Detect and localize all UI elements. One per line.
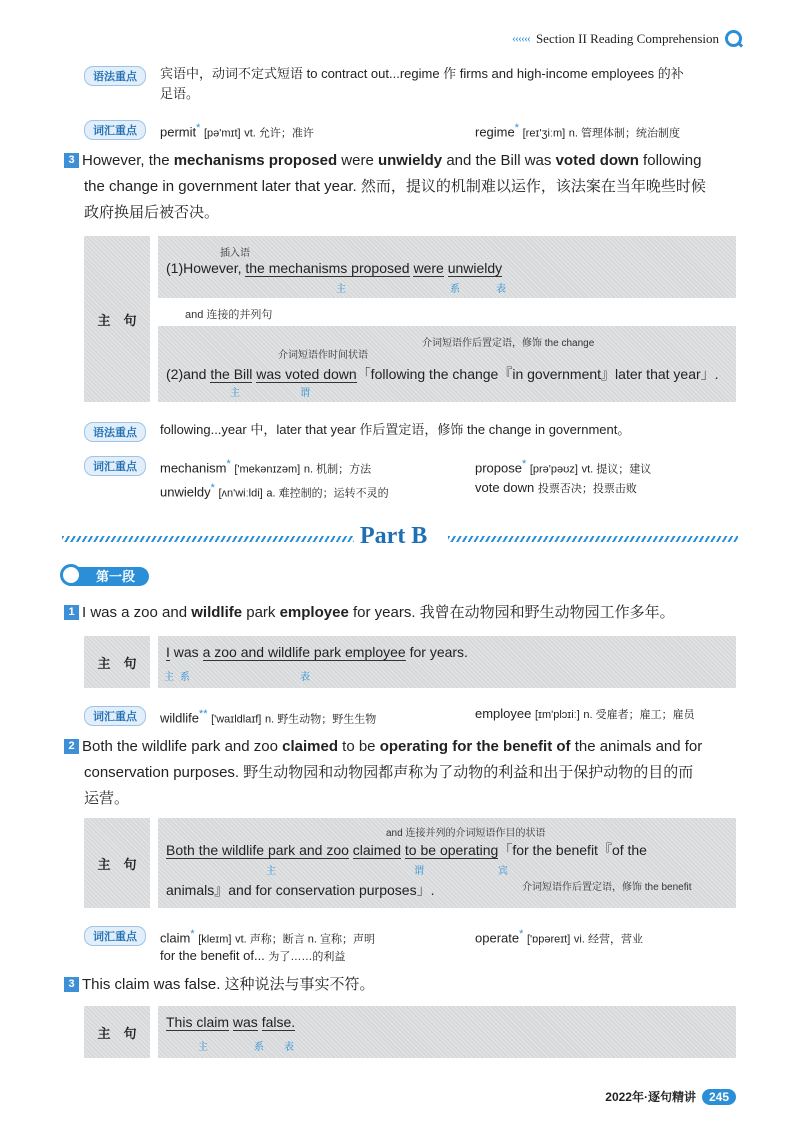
vocab-vote-down: vote down 投票否决；投票击败 (475, 480, 637, 495)
role-predicate: 谓 (300, 388, 310, 399)
role-linking: 系 (450, 284, 460, 295)
grammar-tag: 语法重点 (84, 422, 146, 442)
grammar-note: 宾语中，动词不定式短语 to contract out...regime 作 firms and high-income employees 的补 足语。 (160, 66, 684, 101)
analysis-b1 (158, 636, 736, 688)
sentence-b1: 1 I was a zoo and wildlife park employee for years. 我曾在动物园和野生动物园工作多年。 (64, 600, 754, 626)
vocab-for-the-benefit-of: for the benefit of... 为了……的利益 (160, 948, 346, 963)
vocab-regime: regime* [reɪ'ʒiːm] n. 管理体制；统治制度 (475, 122, 681, 140)
role-linking: 系 (180, 672, 190, 683)
vocab-claim: claim* [kleɪm] vt. 声称；断言 n. 宣称；声明 (160, 928, 376, 946)
sentence-b2: 2 Both the wildlife park and zoo claimed to be operating for the benefit of the animals and for conservation purposes. 野生动物园和动物园都声称为了动物的利益和出于保护动物的目的而 运营。 (64, 734, 754, 812)
sentence-number: 3 (64, 977, 79, 992)
vocab-tag: 词汇重点 (84, 456, 146, 476)
footer-title: 2022年·逐句精讲 (605, 1090, 696, 1104)
role-linking: 系 (254, 1042, 264, 1053)
page-footer (605, 1088, 736, 1105)
magnifier-icon (60, 564, 82, 586)
role-subject: 主 (230, 388, 240, 399)
sentence-number: 2 (64, 739, 79, 754)
divider-left (62, 536, 354, 542)
role-predicative: 表 (496, 284, 506, 295)
sentence-3: 3 However, the mechanisms proposed were unwieldy and the Bill was voted down following the change in government later that year. 然而，提议的机制难以运作，该法案在当年晚些时候 政府换届后被否决。 (64, 148, 744, 226)
vocab-tag: 词汇重点 (84, 706, 146, 726)
divider-right (448, 536, 738, 542)
role-predicative: 表 (300, 672, 310, 683)
analysis-sentence: I was a zoo and wildlife park employee for years. (166, 644, 468, 660)
grammar-tag: 语法重点 (84, 66, 146, 86)
box-label: 主 句 (84, 636, 150, 688)
vocab-employee: employee [ɪm'plɔɪiː] n. 受雇者；雇工；雇员 (475, 706, 695, 721)
role-object: 宾 (498, 866, 508, 877)
sentence-number: 1 (64, 605, 79, 620)
role-predicate: 谓 (414, 866, 424, 877)
purpose-adverbial-note: and 连接并列的介词短语作目的状语 (386, 828, 546, 839)
analysis-b2 (158, 818, 736, 908)
box-label: 主 句 (84, 236, 150, 402)
role-predicative: 表 (284, 1042, 294, 1053)
vocab-propose: propose* [prə'pəʊz] vt. 提议；建议 (475, 458, 652, 476)
vocab-operate: operate* ['ɒpəreɪt] vi. 经营，营业 (475, 928, 643, 946)
box-label: 主 句 (84, 1006, 150, 1058)
section-title: Section II Reading Comprehension (535, 30, 719, 46)
arrows-decoration: ‹‹‹‹‹‹ (511, 31, 530, 45)
sentence-b3: 3 This claim was false. 这种说法与事实不符。 (64, 972, 754, 998)
vocab-tag: 词汇重点 (84, 926, 146, 946)
grammar-note: following...year 中，later that year 作后置定语，修饰 the change in government。 (160, 422, 631, 437)
analysis-sentence-line-2: animals』and for conservation purposes」. (166, 882, 435, 898)
vocab-mechanism: mechanism* ['mekənɪzəm] n. 机制；方法 (160, 458, 372, 476)
box-label: 主 句 (84, 818, 150, 908)
vocab-tag: 词汇重点 (84, 120, 146, 140)
analysis-b3 (158, 1006, 736, 1058)
analysis-row-2 (158, 326, 736, 402)
vocab-wildlife: wildlife** ['waɪldlaɪf] n. 野生动物；野生生物 (160, 708, 377, 726)
search-q-icon (725, 30, 742, 47)
analysis-row-1 (158, 236, 736, 298)
part-title: Part B (360, 523, 428, 549)
role-subject: 主 (266, 866, 276, 877)
vocab-unwieldy: unwieldy* [ʌn'wiːldi] a. 难控制的；运转不灵的 (160, 482, 389, 500)
page-number: 245 (702, 1089, 736, 1105)
analysis-sentence-2: (2)and the Bill was voted down「following the change『in government』later that year」. (166, 366, 719, 382)
sentence-number: 3 (64, 153, 79, 168)
postmodifier-note: 介词短语作后置定语，修饰 the benefit (522, 882, 692, 893)
analysis-sentence-line-1: Both the wildlife park and zoo claimed to be operating「for the benefit『of the (166, 842, 647, 858)
role-subject: 主 (164, 672, 174, 683)
parenthetical-annotation: 插入语 (220, 248, 250, 259)
section-pill: 第一段 (62, 566, 149, 586)
time-adverbial-note: 介词短语作时间状语 (278, 350, 368, 361)
coordinating-note: and 连接的并列句 (185, 309, 273, 321)
running-header (512, 30, 742, 47)
role-subject: 主 (198, 1042, 208, 1053)
analysis-sentence-1: (1)However, the mechanisms proposed were unwieldy (166, 260, 503, 276)
analysis-sentence: This claim was false. (166, 1014, 296, 1030)
vocab-permit: permit* [pə'mɪt] vt. 允许；准许 (160, 122, 314, 140)
role-subject: 主 (336, 284, 346, 295)
postmodifier-note: 介词短语作后置定语，修饰 the change (422, 338, 595, 349)
